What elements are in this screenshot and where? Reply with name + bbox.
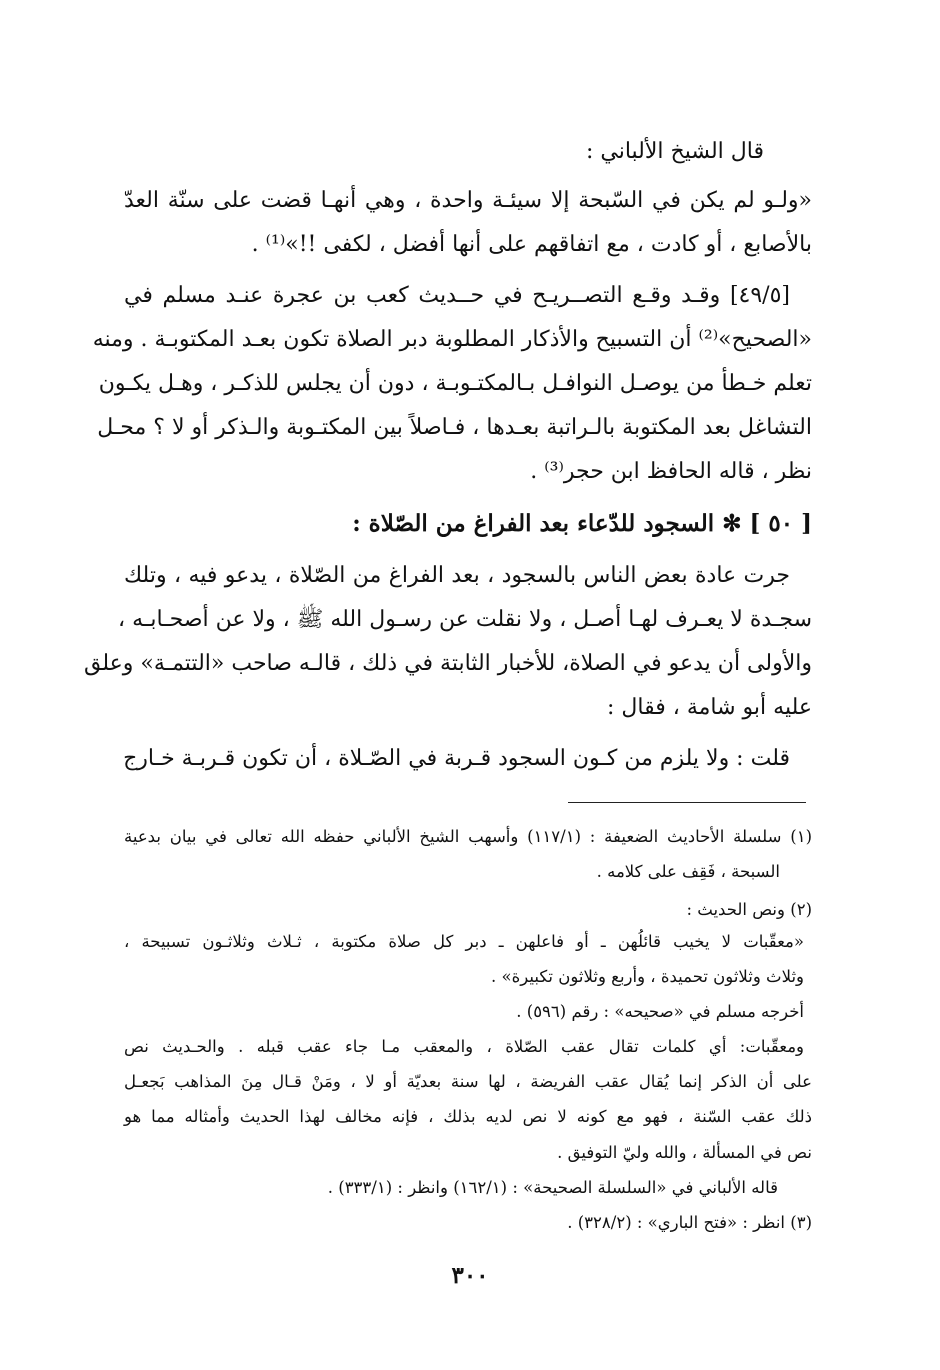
paragraph-line: «الصحيح»⁽²⁾ أن التسبيح والأذكار المطلوبة دبر الصلاة تكون بعـد المكتوبـة . ومنه	[92, 327, 812, 352]
paragraph-line: [٤٩/٥] وقـد وقـع التصــريـح في حــديث كعب بن عجرة عنـد مسلم في	[124, 283, 790, 308]
paragraph-line: عليه أبو شامة ، فقال :	[607, 695, 812, 720]
intro-line: قال الشيخ الألباني :	[585, 139, 764, 164]
page-number: ٣٠٠	[451, 1262, 489, 1289]
paragraph-line: والأولى أن يدعو في الصلاة، للأخبار الثابتة في ذلك ، قالـه صاحب «التتمـة» وعلق	[84, 651, 812, 676]
paragraph-line: جرت عادة بعض الناس بالسجود ، بعد الفراغ من الصّلاة ، يدعو فيه ، وتلك	[124, 563, 790, 588]
quote-line: بالأصابع ، أو كادت ، مع اتفاقهم على أنها أفضل ، لكفى !!»⁽¹⁾ .	[251, 232, 812, 257]
footnote-line: نص في المسألة ، والله وليّ التوفيق .	[557, 1143, 812, 1162]
quote-line: «ولـو لم يكن في السّبحة إلا سيئـة واحدة ، وهي أنهـا قضت على سنّة العدّ	[124, 188, 812, 213]
paragraph-line: نظر ، قاله الحافظ ابن حجر⁽³⁾ .	[530, 459, 812, 484]
footnote-line: على أن الذكر إنما يُقال عقب الفريضة ، لها سنة بعديّة أو لا ، ومَنْ قـال مِنَ المذاهب بَجعـل	[124, 1072, 812, 1091]
paragraph-line: تعلم خـطأ من يوصـل النوافـل بـالمكتـوبـة ، دون أن يجلس للذكـر ، وهـل يكـون	[98, 371, 812, 396]
footnote-line: أخرجه مسلم في «صحيحه» : رقم (٥٩٦) .	[516, 1002, 804, 1021]
footnote-line: وثلاث وثلاثون تحميدة ، وأربع وثلاثون تكبيرة» .	[491, 967, 804, 986]
footnote-separator	[568, 802, 806, 803]
footnote-line: (٢) ونص الحديث :	[686, 900, 812, 919]
footnote-line: السبحة ، فَقِف على كلامه .	[596, 862, 780, 881]
paragraph-line: التشاغل بعد المكتوبة بالـراتبة بعـدها ، فـاصلاً بين المكتـوبة والـذكر أو لا ؟ محـل	[97, 415, 812, 440]
section-heading: [ ٥٠ ] ✻ السجود للدّعاء بعد الفراغ من الصّلاة :	[352, 510, 812, 537]
footnote-line: ذلك عقب السّنة ، فهو مع كونه لا نص لديه بذلك ، فإنه مخالف لهذا الحديث وأمثاله مما هو	[124, 1107, 812, 1126]
paragraph-line: سجـدة لا يعـرف لهـا أصـل ، ولا نقلت عن رسـول الله ﷺ ، ولا عن أصحـابـه ،	[118, 607, 812, 632]
paragraph-line: قلت : ولا يلزم من كـون السجود قـربة في الصّـلاة ، أن تكون قـربـة خـارج	[123, 746, 790, 771]
footnote-line: «معقّبات لا يخيب قائلُهن ـ أو فاعلهن ـ دبر كل صلاة مكتوبة ، ثـلاث وثلاثـون تسبيحة ،	[124, 932, 804, 951]
footnote-line: (٣) انظر : «فتح الباري» : (٣٢٨/٢) .	[567, 1213, 812, 1232]
footnote-line: قاله الألباني في «السلسلة الصحيحة» : (١٦٢/١) وانظر : (٣٣٣/١) .	[327, 1178, 778, 1197]
footnote-line: (١) سلسلة الأحاديث الضعيفة : (١١٧/١) وأسهب الشيخ الألباني حفظه الله تعالى في بيان بدعية	[124, 827, 813, 846]
footnote-line: ومعقّبات: أي كلمات تقال عقب الصّلاة ، والمعقب مـا جاء عقب قبله . والحـديث نص	[124, 1037, 804, 1056]
